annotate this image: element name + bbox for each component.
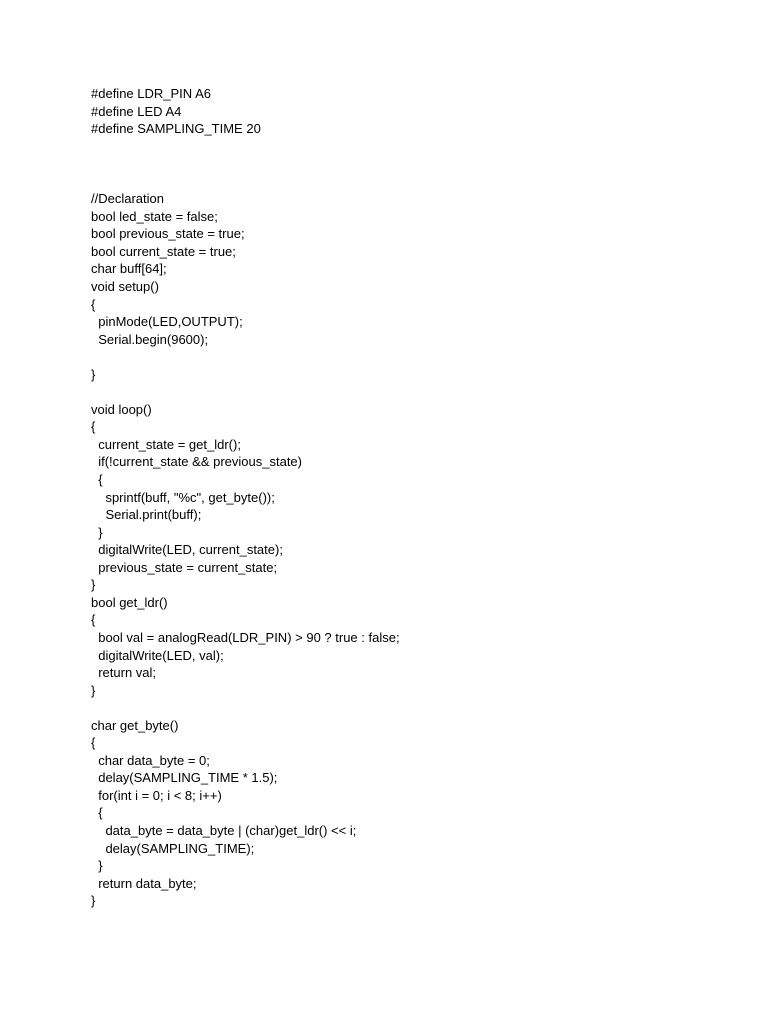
code-line: bool previous_state = true; bbox=[91, 226, 245, 242]
code-line: for(int i = 0; i < 8; i++) bbox=[91, 787, 222, 803]
code-line: bool led_state = false; bbox=[91, 208, 218, 224]
code-line: return data_byte; bbox=[91, 875, 197, 891]
code-line bbox=[91, 173, 400, 191]
code-line: Serial.print(buff); bbox=[91, 507, 202, 523]
code-line: //Declaration bbox=[91, 191, 164, 207]
code-line: char buff[64]; bbox=[91, 261, 167, 277]
code-line: } bbox=[91, 893, 96, 909]
code-line bbox=[91, 348, 400, 366]
code-line: { bbox=[91, 296, 96, 312]
code-line: digitalWrite(LED, val); bbox=[91, 647, 224, 663]
code-line: Serial.begin(9600); bbox=[91, 331, 209, 347]
code-line: } bbox=[91, 366, 96, 382]
code-line: { bbox=[91, 419, 96, 435]
code-line bbox=[91, 155, 400, 173]
code-line: } bbox=[91, 524, 103, 540]
code-line: { bbox=[91, 735, 96, 751]
code-line: return val; bbox=[91, 665, 157, 681]
code-line: if(!current_state && previous_state) bbox=[91, 454, 302, 470]
code-line: bool current_state = true; bbox=[91, 243, 236, 259]
code-line: void setup() bbox=[91, 279, 159, 295]
code-line: { bbox=[91, 472, 103, 488]
code-line: delay(SAMPLING_TIME); bbox=[91, 840, 255, 856]
code-line: bool val = analogRead(LDR_PIN) > 90 ? true : false; bbox=[91, 629, 400, 645]
code-line: char get_byte() bbox=[91, 717, 179, 733]
code-line: current_state = get_ldr(); bbox=[91, 436, 241, 452]
code-line: #define LDR_PIN A6 bbox=[91, 86, 211, 101]
code-line: pinMode(LED,OUTPUT); bbox=[91, 314, 243, 330]
code-line: #define SAMPLING_TIME 20 bbox=[91, 121, 261, 137]
code-line bbox=[91, 699, 400, 717]
code-line bbox=[91, 138, 400, 156]
code-line: char data_byte = 0; bbox=[91, 752, 210, 768]
code-line: previous_state = current_state; bbox=[91, 559, 278, 575]
code-line: { bbox=[91, 805, 103, 821]
code-line: delay(SAMPLING_TIME * 1.5); bbox=[91, 770, 278, 786]
code-line bbox=[91, 383, 400, 401]
code-line: #define LED A4 bbox=[91, 103, 182, 119]
code-line: data_byte = data_byte | (char)get_ldr() << i; bbox=[91, 822, 357, 838]
code-line: { bbox=[91, 612, 96, 628]
code-line: } bbox=[91, 577, 96, 593]
code-listing bbox=[91, 85, 400, 910]
code-line: digitalWrite(LED, current_state); bbox=[91, 542, 283, 558]
code-line: sprintf(buff, "%c", get_byte()); bbox=[91, 489, 275, 505]
code-line: void loop() bbox=[91, 401, 152, 417]
code-line: bool get_ldr() bbox=[91, 594, 168, 610]
code-line: } bbox=[91, 858, 103, 874]
code-line: } bbox=[91, 682, 96, 698]
